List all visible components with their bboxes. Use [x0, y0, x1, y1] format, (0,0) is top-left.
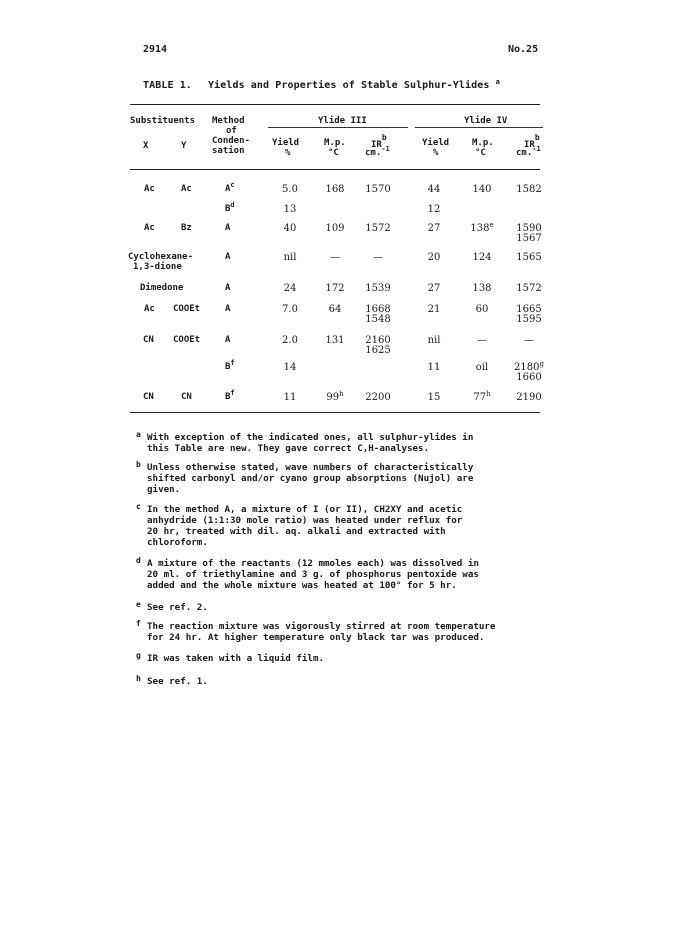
cell-text: A [225, 304, 231, 314]
cell-text: CN [143, 335, 154, 345]
cell-y4 [428, 184, 441, 195]
cell-method [225, 335, 230, 346]
cell-text: B [225, 204, 231, 214]
cell-text: 21 [427, 304, 441, 315]
ylide-iv-group-line [415, 127, 543, 128]
footnote-text: See ref. 1. [147, 676, 208, 687]
cell-y3 [282, 335, 298, 346]
header-ylide-iv: Ylide IV [464, 116, 508, 126]
cell-x [143, 335, 154, 346]
cell-method [225, 223, 230, 234]
cell-ir3 [373, 252, 383, 263]
ir-iv-unit: cm. [516, 148, 533, 158]
table-top-rule [130, 104, 540, 105]
cell-y4 [428, 362, 441, 373]
cell-text: 40 [283, 223, 297, 234]
cell-text: nil [283, 252, 297, 263]
cell-mp3 [325, 223, 344, 234]
footnote-g [136, 653, 546, 664]
header-mp-unit-iii: °C [328, 148, 339, 158]
cell-footnote-mark: h [486, 390, 491, 398]
cell-ir4 [516, 184, 541, 195]
footnote-text: The reaction mixture was vigorously stirred at room temperature for 24 hr. At higher temperature only black tar was produced. [147, 621, 496, 643]
cell-text: 1665 [516, 304, 542, 315]
cell-text: COOEt [173, 335, 201, 345]
page-number: 2914 [143, 44, 168, 55]
cell-text: 2190 [516, 392, 542, 403]
cell-text: — [330, 252, 340, 263]
cell-mp3 [329, 304, 342, 315]
cell-ir4 [516, 392, 541, 403]
cell-text: CN [143, 392, 154, 402]
ir-iv-unit-exp: -1 [532, 145, 541, 153]
cell-ir4-line2 [516, 233, 541, 244]
cell-ir4 [516, 283, 541, 294]
footnote-text: In the method A, a mixture of I (or II), CH2XY and acetic anhydride (1:1:30 mole ratio) was heated under reflux for 20 hr, treated with dil. aq. alkali and extracted with chloroform. [147, 504, 463, 548]
cell-text: — [477, 335, 487, 346]
cell-text: nil [427, 335, 441, 346]
cell-footnote-mark: g [539, 360, 544, 368]
header-mp-iv: M.p. [472, 138, 494, 148]
footnote-mark: c [136, 502, 141, 511]
cell-text: 24 [283, 283, 297, 294]
cell-text: 2.0 [282, 335, 298, 346]
cell-text: 1572 [365, 223, 391, 234]
cell-text: 109 [325, 223, 345, 234]
cell-mp4 [476, 362, 488, 373]
cell-y [173, 304, 200, 315]
cell-ir3-line2 [365, 345, 390, 356]
cell-y4 [428, 283, 441, 294]
header-y: Y [181, 141, 187, 151]
table-title: Yields and Properties of Stable Sulphur-Ylides [207, 80, 490, 91]
cell-method [225, 283, 230, 294]
cell-x [140, 283, 183, 294]
header-x: X [143, 141, 149, 151]
cell-y [181, 392, 192, 403]
cell-mp4 [472, 184, 491, 195]
footnote-mark: d [136, 556, 141, 565]
header-method-line2: of [226, 126, 237, 136]
table-bottom-rule [130, 412, 540, 413]
footnote-e [136, 602, 546, 613]
footnote-text: With exception of the indicated ones, all sulphur-ylides in this Table are new. They gave correct C,H-analyses. [147, 432, 474, 454]
footnote-text: A mixture of the reactants (12 mmoles each) was dissolved in 20 ml. of triethylamine and 3 g. of phosphorus pentoxide was added and the whole mixture was heated at 100° for 5 hr. [147, 558, 479, 591]
cell-y3 [284, 252, 297, 263]
ylide-iii-group-line [268, 127, 408, 128]
ir-iv-mark: b [534, 133, 540, 142]
cell-ir3 [365, 283, 390, 294]
cell-text: Ac [181, 184, 192, 194]
cell-ir3 [365, 223, 390, 234]
cell-text: 13 [283, 204, 297, 215]
cell-text: A [225, 184, 231, 194]
cell-text: CN [181, 392, 192, 402]
cell-ir4 [524, 335, 534, 346]
cell-text: A [225, 223, 231, 233]
cell-text: 1595 [516, 314, 542, 325]
cell-text: 60 [475, 304, 489, 315]
cell-text: 1625 [365, 345, 391, 356]
footnote-c [136, 504, 546, 548]
cell-x [144, 223, 155, 234]
footnote-text: See ref. 2. [147, 602, 208, 613]
cell-footnote-mark: h [339, 390, 344, 398]
cell-text: 2180 [514, 362, 540, 373]
cell-method [225, 201, 235, 215]
footnote-text: Unless otherwise stated, wave numbers of characteristically shifted carbonyl and/or cyano group absorptions (Nujol) are given. [147, 462, 474, 495]
cell-x [143, 392, 154, 403]
cell-footnote-mark: e [489, 221, 494, 229]
cell-text: Ac [144, 184, 155, 194]
cell-mp3 [325, 283, 344, 294]
cell-y3 [282, 184, 298, 195]
cell-text: 5.0 [282, 184, 298, 195]
cell-text: Ac [144, 223, 155, 233]
cell-x [144, 304, 155, 315]
table-title-mark: a [495, 78, 500, 86]
cell-text: A [225, 335, 231, 345]
header-method-line4: sation [212, 146, 245, 156]
cell-footnote-mark: c [230, 181, 235, 189]
cell-text: A [225, 283, 231, 293]
cell-text: 1582 [516, 184, 542, 195]
cell-ir4-line2 [516, 314, 541, 325]
cell-text: 14 [283, 362, 297, 373]
footnote-d [136, 558, 546, 591]
cell-text: 99 [326, 392, 340, 403]
cell-mp3 [325, 184, 344, 195]
cell-x [144, 184, 155, 195]
cell-text: 11 [427, 362, 441, 373]
cell-mp4 [477, 335, 487, 346]
cell-text: 168 [325, 184, 345, 195]
footnote-h [136, 676, 546, 687]
ir-iii-mark: b [381, 133, 387, 142]
header-substituents: Substituents [130, 116, 196, 126]
cell-y3 [284, 283, 297, 294]
table-label: TABLE 1. [143, 80, 192, 91]
footnote-mark: e [136, 600, 141, 609]
cell-text: 140 [472, 184, 492, 195]
cell-text: 15 [427, 392, 441, 403]
cell-text: 2200 [365, 392, 391, 403]
cell-ir3 [365, 184, 390, 195]
header-ylide-iii: Ylide III [318, 116, 367, 126]
cell-method [225, 304, 230, 315]
cell-text: 1567 [516, 233, 542, 244]
cell-footnote-mark: d [230, 201, 235, 209]
cell-mp3 [326, 392, 343, 403]
header-mp-unit-iv: °C [475, 148, 486, 158]
cell-mp4 [472, 252, 491, 263]
cell-text: 12 [427, 204, 441, 215]
cell-text: B [225, 392, 231, 402]
cell-mp4 [473, 392, 490, 403]
cell-method [225, 181, 235, 195]
header-yield-unit-iv: % [433, 148, 439, 158]
cell-y4 [428, 252, 441, 263]
cell-y3 [282, 304, 298, 315]
footnote-mark: h [136, 674, 141, 683]
cell-text: 64 [328, 304, 342, 315]
cell-y4 [428, 223, 441, 234]
cell-footnote-mark: f [230, 389, 235, 397]
cell-text: 172 [325, 283, 345, 294]
cell-text: 1660 [516, 372, 542, 383]
cell-text: Ac [144, 304, 155, 314]
cell-text: Cyclohexane- [128, 252, 194, 262]
cell-text: oil [475, 362, 489, 373]
cell-y3 [284, 204, 297, 215]
cell-ir3 [365, 392, 390, 403]
cell-text: 20 [427, 252, 441, 263]
cell-text: — [373, 252, 383, 263]
ir-iv-label: IR [524, 140, 535, 150]
table-caption [143, 80, 500, 91]
cell-y4 [428, 335, 441, 346]
cell-y [181, 184, 192, 195]
footnote-mark: a [136, 430, 141, 439]
footnote-mark: f [136, 619, 141, 628]
cell-text: 1565 [516, 252, 542, 263]
cell-text: 1548 [365, 314, 391, 325]
cell-y4 [428, 204, 441, 215]
header-method-line1: Method [212, 116, 245, 126]
cell-footnote-mark: f [230, 359, 235, 367]
cell-y [181, 223, 192, 234]
cell-text: 7.0 [282, 304, 298, 315]
ir-iii-unit: cm. [365, 148, 382, 158]
cell-mp3 [330, 252, 340, 263]
cell-text: Dimedone [140, 283, 184, 293]
cell-ir3-line2 [365, 314, 390, 325]
cell-method [225, 359, 235, 373]
cell-text: 27 [427, 223, 441, 234]
cell-text: 1539 [365, 283, 391, 294]
header-yield-iii: Yield [272, 138, 300, 148]
cell-mp4 [472, 283, 491, 294]
cell-mp4 [476, 304, 489, 315]
ir-iii-unit-exp: -1 [381, 145, 390, 153]
header-yield-unit-iii: % [285, 148, 291, 158]
cell-text: 44 [427, 184, 441, 195]
cell-text: 1570 [365, 184, 391, 195]
cell-mp4 [470, 223, 493, 234]
footnote-mark: g [136, 651, 141, 660]
cell-y3 [284, 223, 297, 234]
footnote-mark: b [136, 460, 141, 469]
cell-text: 1572 [516, 283, 542, 294]
cell-x-line2 [133, 262, 182, 273]
cell-text: — [524, 335, 534, 346]
cell-text: 1668 [365, 304, 391, 315]
footnote-text: IR was taken with a liquid film. [147, 653, 325, 664]
issue-number: No.25 [508, 44, 539, 55]
cell-text: 1590 [516, 223, 542, 234]
cell-text: Bz [181, 223, 192, 233]
footnote-f [136, 621, 546, 643]
header-mp-iii: M.p. [324, 138, 346, 148]
cell-y3 [284, 392, 297, 403]
cell-ir4 [516, 252, 541, 263]
cell-method [225, 389, 235, 403]
cell-text: 27 [427, 283, 441, 294]
cell-ir4-line2 [516, 372, 541, 383]
cell-text: 77 [473, 392, 487, 403]
cell-text: A [225, 252, 231, 262]
footnote-b [136, 462, 546, 495]
cell-text: COOEt [173, 304, 201, 314]
cell-y4 [428, 392, 441, 403]
cell-y4 [428, 304, 441, 315]
cell-text: 124 [472, 252, 492, 263]
cell-text: 138 [470, 223, 490, 234]
ir-iii-label: IR [371, 140, 382, 150]
header-method-line3: Conden- [212, 136, 250, 146]
cell-y [173, 335, 200, 346]
cell-text: 1,3-dione [133, 262, 182, 272]
cell-text: 11 [283, 392, 297, 403]
cell-text: 2160 [365, 335, 391, 346]
footnote-a [136, 432, 546, 454]
header-yield-iv: Yield [422, 138, 450, 148]
cell-text: 138 [472, 283, 492, 294]
cell-y3 [284, 362, 297, 373]
cell-text: 131 [325, 335, 345, 346]
cell-method [225, 252, 230, 263]
cell-mp3 [325, 335, 344, 346]
cell-text: B [225, 362, 231, 372]
table-header-rule [130, 169, 540, 170]
